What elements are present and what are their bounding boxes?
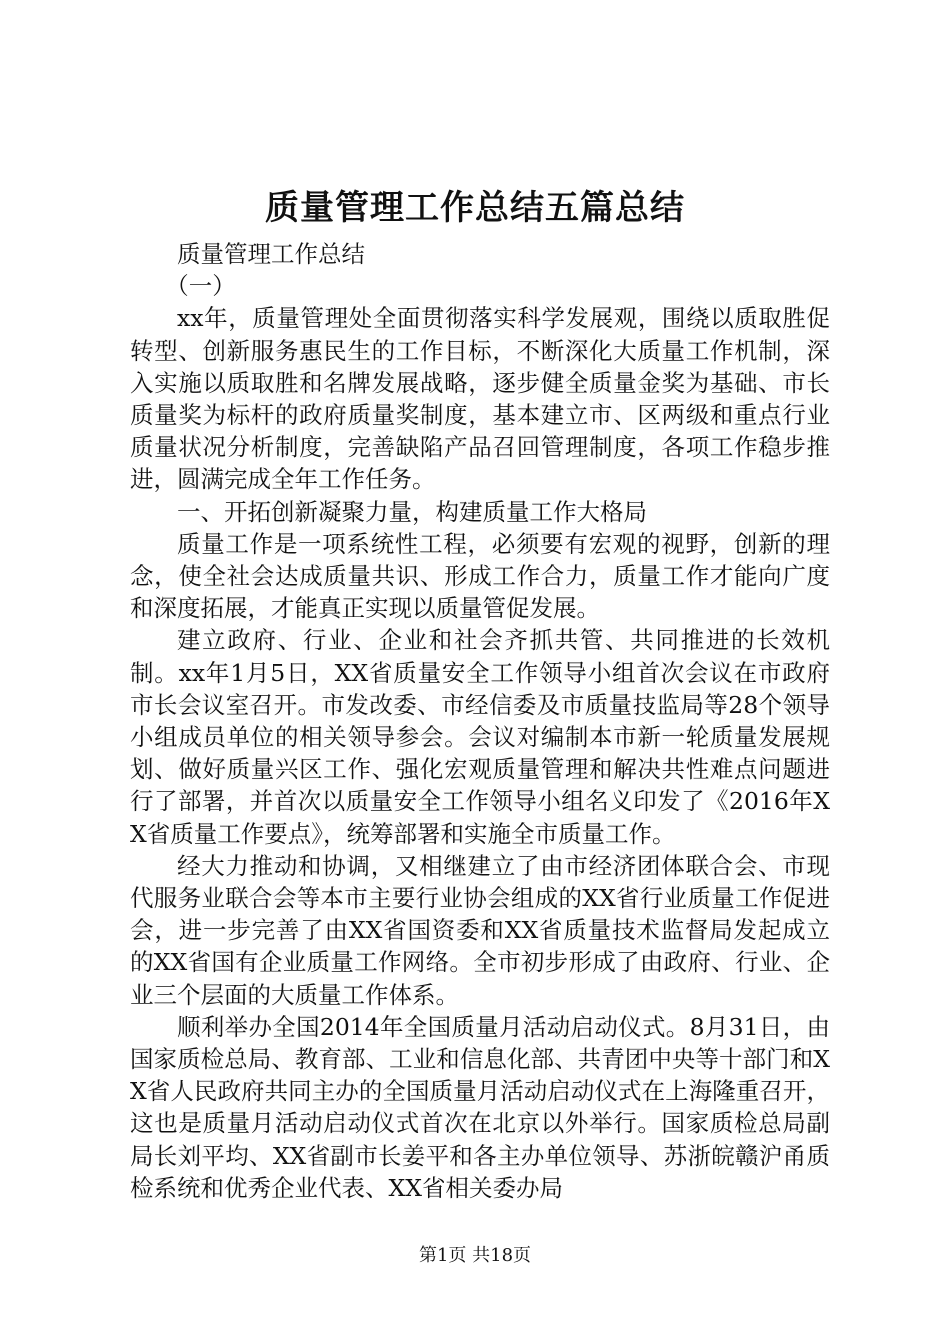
document-body xyxy=(130,238,830,1204)
body-paragraph: 经大力推动和协调，又相继建立了由市经济团体联合会、市现代服务业联合会等本市主要行业协会组成的XX省行业质量工作促进会，进一步完善了由XX省国资委和XX省质量技术监督局发起成立的XX省国有企业质量工作网络。全市初步形成了由政府、行业、企业三个层面的大质量工作体系。 xyxy=(130,851,830,1009)
body-paragraph: 顺利举办全国2014年全国质量月活动启动仪式。8月31日，由国家质检总局、教育部、工业和信息化部、共青团中央等十部门和XX省人民政府共同主办的全国质量月活动启动仪式在上海隆重召开，这也是质量月活动启动仪式首次在北京以外举行。国家质检总局副局长刘平均、XX省副市长姜平和各主办单位领导、苏浙皖赣沪甬质检系统和优秀企业代表、XX省相关委办局 xyxy=(130,1012,830,1202)
section-heading: 一、开拓创新凝聚力量，构建质量工作大格局 xyxy=(177,497,647,526)
body-paragraph: 建立政府、行业、企业和社会齐抓共管、共同推进的长效机制。xx年1月5日，XX省质量安全工作领导小组首次会议在市政府市长会议室召开。市发改委、市经信委及市质量技监局等28个领导小组成员单位的相关领导参会。会议对编制本市新一轮质量发展规划、做好质量兴区工作、强化宏观质量管理和解决共性难点问题进行了部署，并首次以质量安全工作领导小组名义印发了《2016年XX省质量工作要点》，统筹部署和实施全市质量工作。 xyxy=(130,626,830,848)
page-footer: 第1页 共18页 xyxy=(418,1245,532,1266)
body-paragraph: xx年，质量管理处全面贯彻落实科学发展观，围绕以质取胜促转型、创新服务惠民生的工作目标，不断深化大质量工作机制，深入实施以质取胜和名牌发展战略，逐步健全质量金奖为基础、市长质量奖为标杆的政府质量奖制度，基本建立市、区两级和重点行业质量状况分析制度，完善缺陷产品召回管理制度，各项工作稳步推进，圆满完成全年工作任务。 xyxy=(130,304,830,494)
subtitle-paragraph: 质量管理工作总结 xyxy=(177,240,365,268)
body-paragraph: 质量工作是一项系统性工程，必须要有宏观的视野，创新的理念，使全社会达成质量共识、形成工作合力，质量工作才能向广度和深度拓展，才能真正实现以质量管促发展。 xyxy=(130,529,830,623)
document-title: 质量管理工作总结五篇总结 xyxy=(265,188,685,228)
section-number: （一） xyxy=(165,272,236,301)
